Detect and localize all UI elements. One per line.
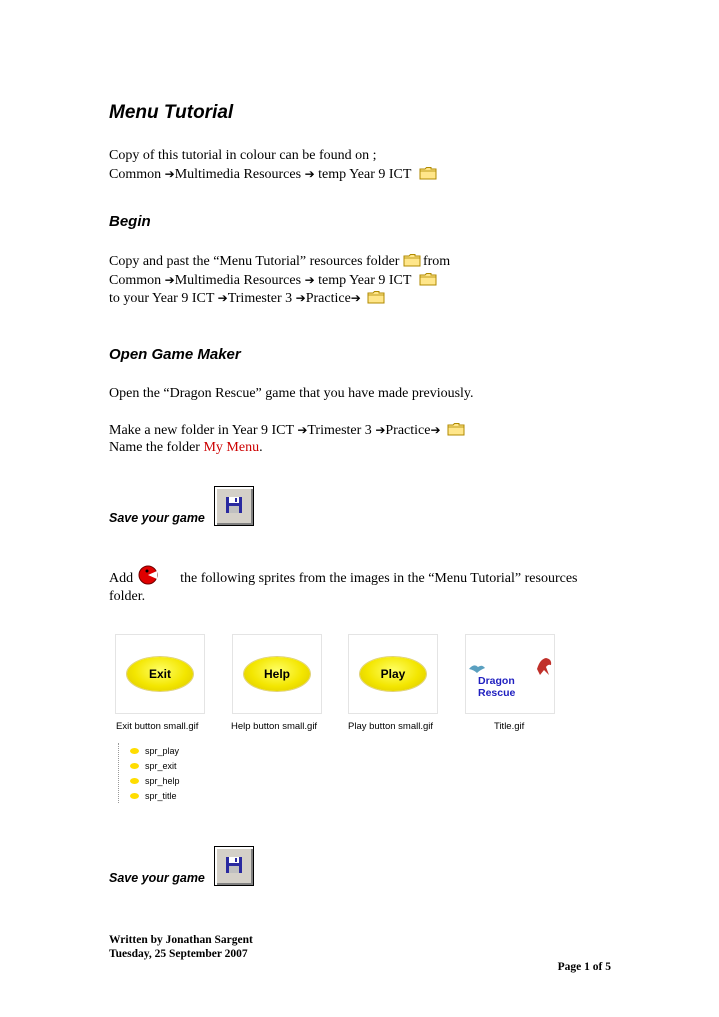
play-button-image: Play	[360, 657, 426, 691]
floppy-save-icon	[214, 846, 254, 886]
folder-name-highlight: My Menu	[203, 440, 260, 455]
path-common: Common	[109, 167, 165, 182]
add-word: Add	[109, 571, 134, 586]
begin-from: from	[422, 254, 451, 269]
tree-item-spr-play[interactable]	[130, 746, 179, 756]
footer-author: Written by Jonathan Sargent	[109, 934, 253, 946]
folder-icon	[367, 290, 385, 310]
path-temp: temp Year 9 ICT	[314, 167, 415, 182]
exit-button-image: Exit	[127, 657, 193, 691]
arrow-icon: ➔	[350, 291, 361, 305]
footer-date: Tuesday, 25 September 2007	[109, 948, 248, 960]
tree-connector	[118, 743, 120, 803]
arrow-icon: ➔	[217, 291, 228, 305]
sprite-caption-play: Play button small.gif	[348, 721, 434, 732]
help-button-image: Help	[244, 657, 310, 691]
dragon-icon	[534, 655, 554, 677]
arrow-icon: ➔	[297, 423, 308, 437]
arrow-icon: ➔	[304, 167, 315, 181]
floppy-save-icon	[214, 486, 254, 526]
sprite-caption-help: Help button small.gif	[231, 721, 318, 732]
tree-item-label: spr_help	[145, 776, 180, 786]
tree-item-label: spr_exit	[145, 761, 177, 771]
arrow-icon: ➔	[304, 273, 315, 287]
tree-item-label: spr_play	[145, 746, 180, 756]
save-your-game-label: Save your game	[109, 511, 205, 525]
intro-line-2	[109, 165, 437, 186]
bird-icon	[468, 661, 486, 675]
add-instruction: the following sprites from the images in the “Menu Tutorial” resources	[180, 571, 578, 586]
folder-icon	[447, 422, 465, 442]
path-temp: temp Year 9 ICT	[314, 273, 415, 288]
tree-item-spr-help[interactable]	[130, 776, 180, 786]
sprite-thumb-exit	[115, 634, 205, 714]
heading-open-game-maker: Open Game Maker	[109, 346, 241, 363]
path-practice: Practice	[385, 423, 431, 438]
path-year9: to your Year 9 ICT	[109, 291, 218, 306]
sprite-thumb-help	[232, 634, 322, 714]
path-multimedia: Multimedia Resources	[174, 273, 305, 288]
sprite-add-icon	[136, 563, 160, 587]
path-common: Common	[109, 273, 165, 288]
tree-item-label: spr_title	[145, 791, 177, 801]
folder-icon	[419, 166, 437, 186]
sprite-thumb-play	[348, 634, 438, 714]
title-sprite-text: Dragon Rescue	[478, 675, 516, 699]
sprite-icon	[130, 793, 139, 799]
add-line-1	[109, 570, 578, 588]
sprite-icon	[130, 763, 139, 769]
path-trimester: Trimester 3	[227, 291, 296, 306]
add-line-2: folder.	[109, 589, 146, 604]
sprite-icon	[130, 778, 139, 784]
sprite-caption-title: Title.gif	[494, 721, 525, 732]
tree-item-spr-exit[interactable]	[130, 761, 177, 771]
page-number: Page 1 of 5	[557, 961, 611, 973]
begin-copy-text: Copy and past the “Menu Tutorial” resources folder	[109, 254, 403, 269]
sprite-caption-exit: Exit button small.gif	[116, 721, 199, 732]
arrow-icon: ➔	[295, 291, 306, 305]
begin-line-1	[109, 253, 450, 273]
arrow-icon: ➔	[164, 273, 175, 287]
period: .	[259, 440, 263, 455]
arrow-icon: ➔	[430, 423, 441, 437]
save-your-game-label: Save your game	[109, 871, 205, 885]
intro-line-1: Copy of this tutorial in colour can be found on ;	[109, 148, 377, 163]
path-practice: Practice	[305, 291, 351, 306]
heading-begin: Begin	[109, 213, 151, 230]
tree-item-spr-title[interactable]	[130, 791, 177, 801]
sprite-thumb-title	[465, 634, 555, 714]
path-trimester: Trimester 3	[307, 423, 376, 438]
sprite-icon	[130, 748, 139, 754]
name-folder-text: Name the folder	[109, 440, 204, 455]
arrow-icon: ➔	[164, 167, 175, 181]
make-folder-text: Make a new folder in Year 9 ICT	[109, 423, 298, 438]
folder-icon	[403, 253, 421, 273]
begin-line-3	[109, 289, 385, 310]
path-multimedia: Multimedia Resources	[174, 167, 305, 182]
folder-icon	[419, 272, 437, 292]
open-line-1: Open the “Dragon Rescue” game that you have made previously.	[109, 386, 474, 401]
page-title: Menu Tutorial	[109, 102, 234, 123]
arrow-icon: ➔	[375, 423, 386, 437]
open-line-3	[109, 439, 263, 457]
